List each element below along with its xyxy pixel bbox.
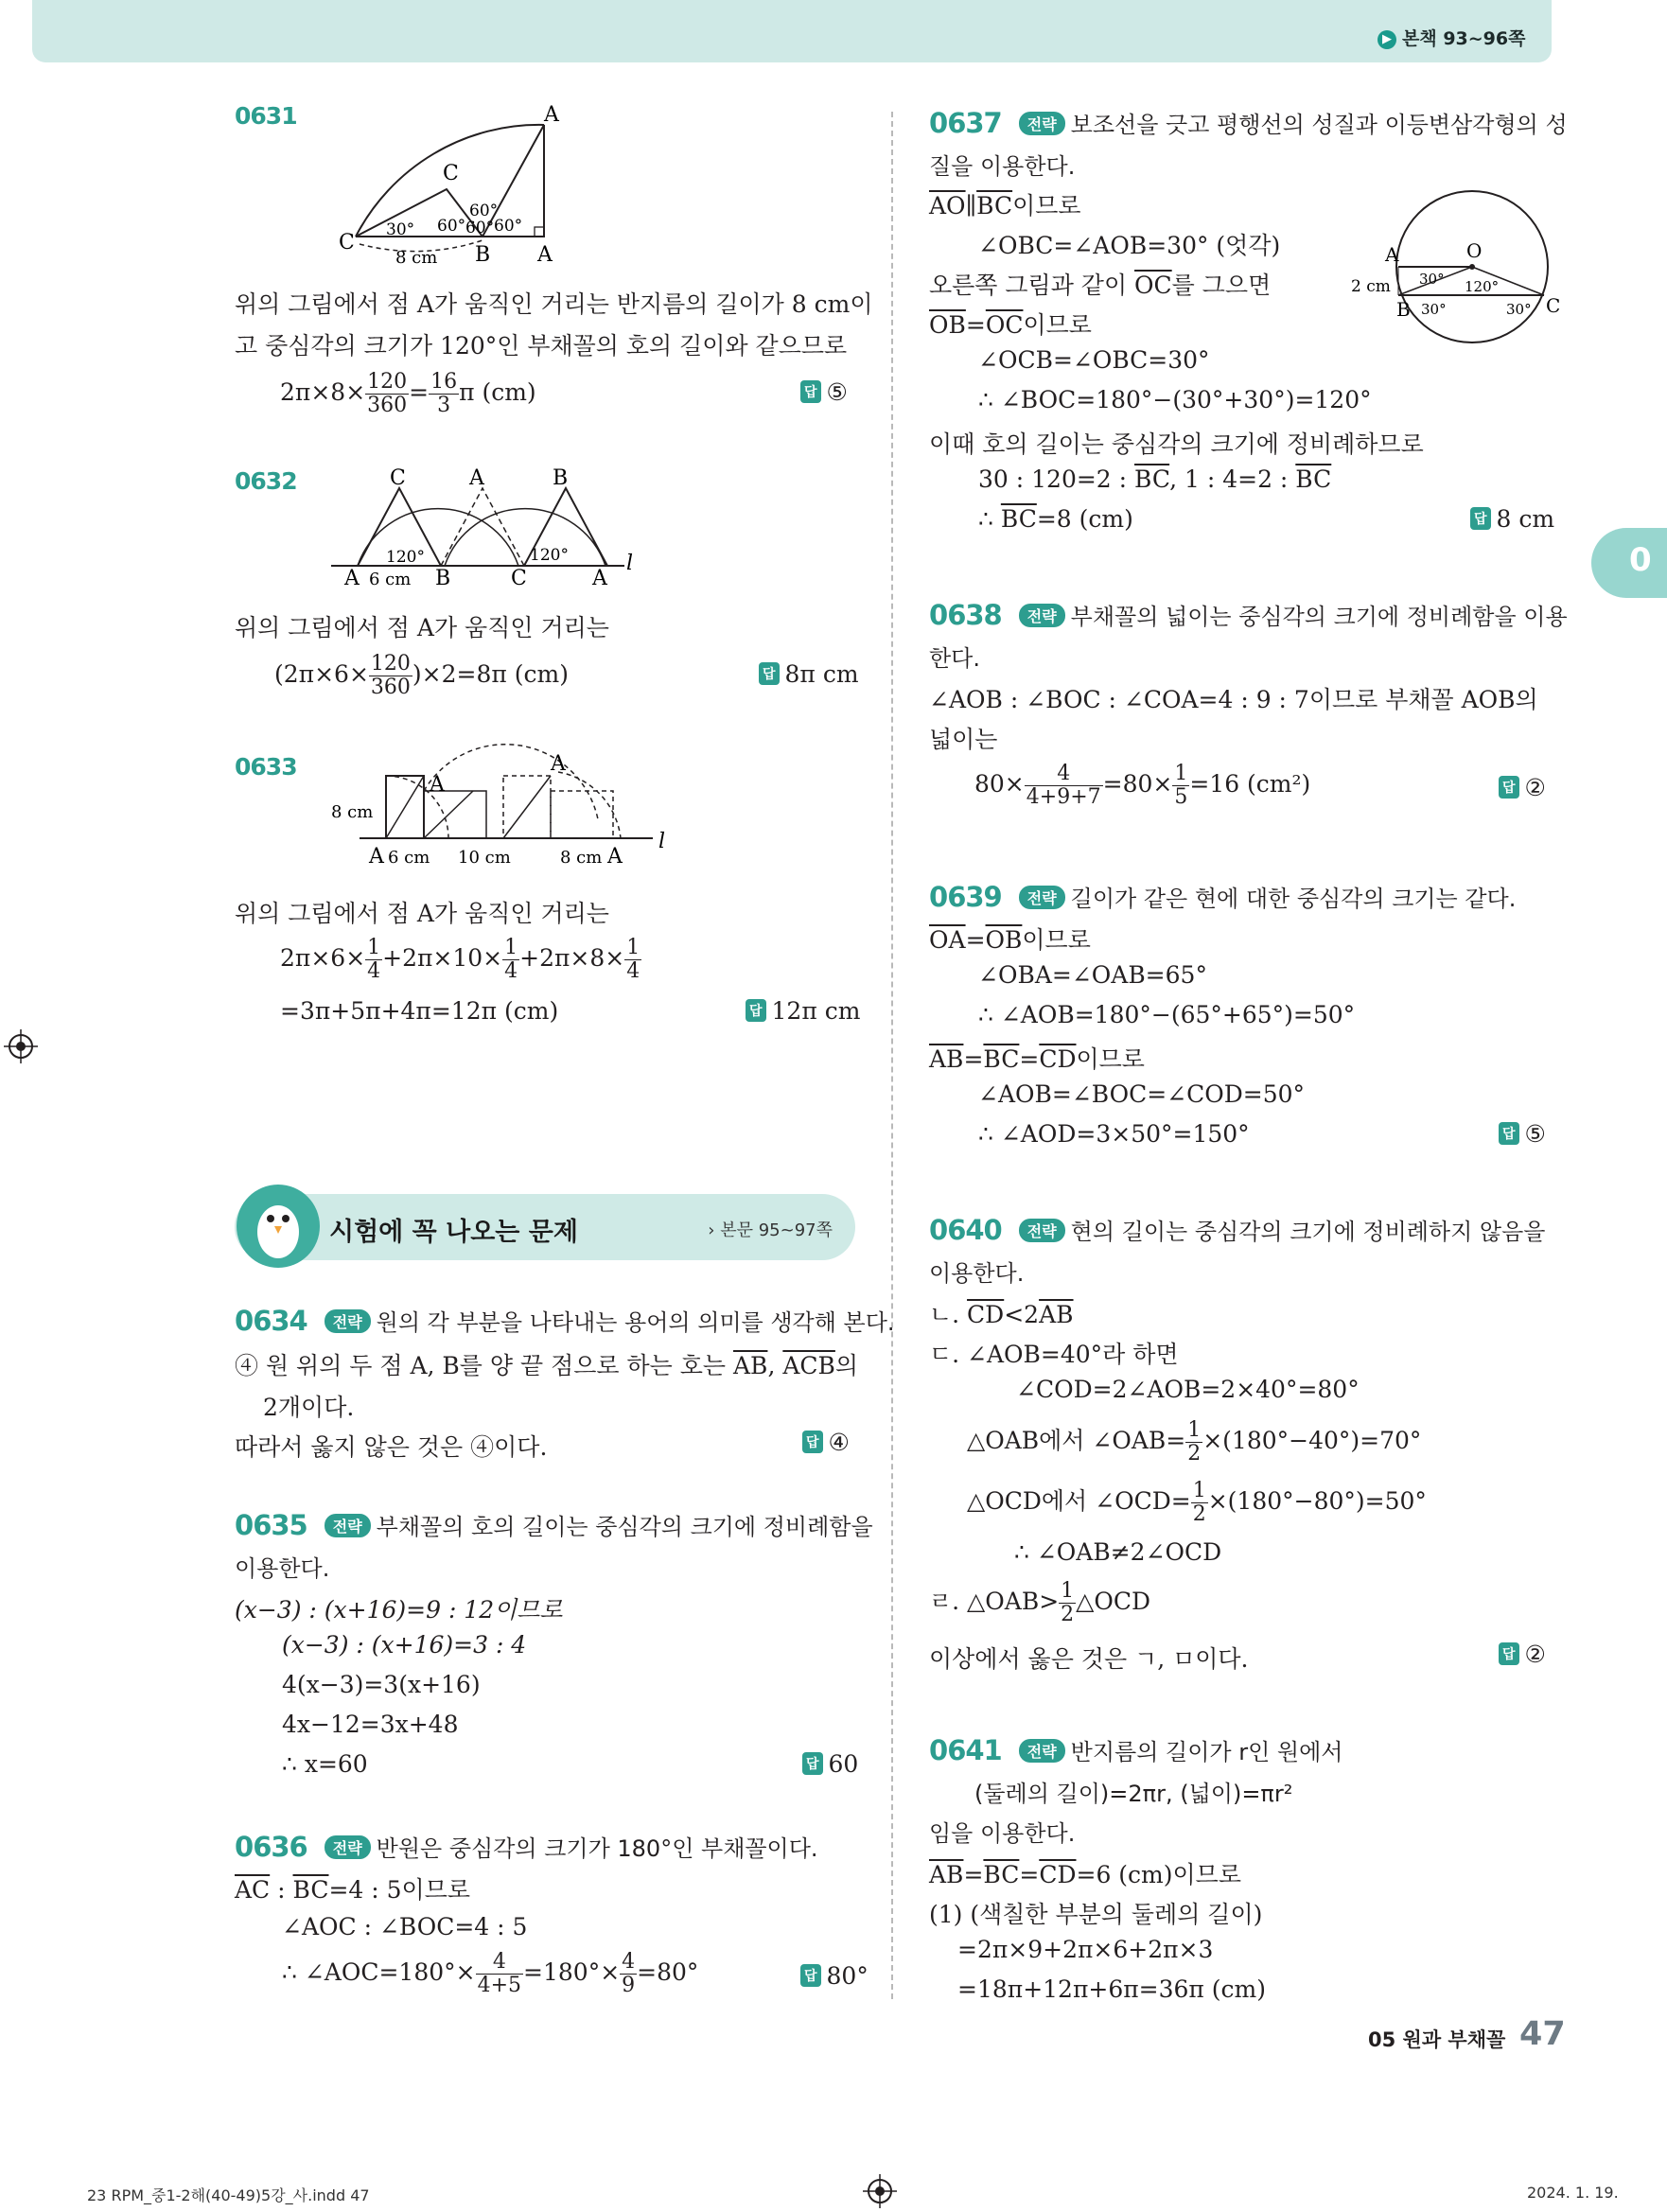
chapter-side-tab bbox=[1591, 528, 1667, 598]
length-2cm: 2 cm bbox=[1351, 277, 1391, 296]
angle-60-d: 60° bbox=[465, 219, 495, 237]
label-A-left: C bbox=[339, 231, 355, 255]
answer-0636: 답 80° bbox=[800, 1962, 869, 1990]
angle-30-b: 30° bbox=[1421, 301, 1447, 318]
strategy-tag: 전략 bbox=[325, 1514, 371, 1537]
label-A: A bbox=[1385, 243, 1399, 266]
label-A-4: A bbox=[607, 845, 623, 869]
angle-30-c: 30° bbox=[1506, 301, 1532, 318]
page-number: 47 bbox=[1519, 2015, 1566, 2053]
text-line: ∠AOB : ∠BOC : ∠COA=4 : 9 : 7이므로 부채꼴 AOB의 bbox=[929, 686, 1538, 713]
angle-30-a: 30° bbox=[1419, 271, 1445, 288]
page-reference-text: 본책 93~96쪽 bbox=[1402, 28, 1526, 49]
label-B: B bbox=[1396, 298, 1411, 321]
label-C: C bbox=[1546, 294, 1561, 317]
text-line: 임을 이용한다. bbox=[929, 1820, 1076, 1847]
text-line: 이때 호의 길이는 중심각의 크기에 정비례하므로 bbox=[929, 430, 1424, 458]
angle-120-b: 120° bbox=[530, 546, 569, 565]
answer-0635: 답 60 bbox=[802, 1750, 858, 1778]
banner-title: 시험에 꼭 나오는 문제 bbox=[329, 1218, 578, 1247]
angle-120-a: 120° bbox=[386, 548, 425, 567]
label-C: C bbox=[443, 162, 459, 185]
text-line: 이용한다. bbox=[235, 1555, 330, 1582]
text-line: 한다. bbox=[929, 645, 980, 672]
label-C-right: A bbox=[537, 243, 553, 267]
strategy-tag: 전략 bbox=[1019, 886, 1065, 909]
label-C-bottom: C bbox=[511, 567, 527, 590]
text-line: ∴ ∠BOC=180°−(30°+30°)=120° bbox=[978, 386, 1372, 413]
text-line: 질을 이용한다. bbox=[929, 153, 1076, 180]
answer-0640: 답 ② bbox=[1499, 1641, 1546, 1668]
formula-0631: 2π×8× $\frac{120}{360}$ = $\frac{16}{3}$ π (cm) bbox=[280, 370, 536, 417]
text-line: ㄴ. $\overline{CD}<2\overline{AB}$ bbox=[929, 1301, 1074, 1328]
problem-0635-header: 0635 전략 부채꼴의 호의 길이는 중심각의 크기에 정비례함을 bbox=[235, 1509, 873, 1541]
problem-0641-header: 0641 전략 반지름의 길이가 r인 원에서 bbox=[929, 1734, 1343, 1766]
text-line: ∠OBC=∠AOB=30° (엇각) bbox=[978, 232, 1281, 259]
formula-0636: ∴ ∠AOC=180°× $\frac{4}{4+5}$ =180°× $\frac{4}{9}$ =80° bbox=[282, 1950, 699, 1997]
angle-60-b: 60° bbox=[469, 202, 499, 220]
label-C: C bbox=[390, 466, 406, 490]
text-line: ∠OBA=∠OAB=65° bbox=[978, 961, 1207, 989]
text-line: (x−3) : (x+16)=9 : 12이므로 bbox=[235, 1596, 563, 1624]
strategy-tag: 전략 bbox=[1019, 1739, 1065, 1763]
label-l: l bbox=[626, 552, 634, 575]
text-line: =2π×9+2π×6+2π×3 bbox=[957, 1936, 1214, 1963]
text-line: ∴ $\overline{BC}=8$ (cm) bbox=[978, 505, 1133, 533]
problem-0637-header: 0637 전략 보조선을 긋고 평행선의 성질과 이등변삼각형의 성 bbox=[929, 107, 1568, 139]
text-line: 2개이다. bbox=[263, 1394, 355, 1421]
problem-number-0632: 0632 bbox=[235, 467, 297, 495]
length-6cm: 6 cm bbox=[369, 570, 412, 589]
print-slug-left: 23 RPM_중1-2해(40-49)5강_사.indd 47 bbox=[87, 2186, 370, 2204]
text-line: ㄹ. △OAB> $\frac{1}{2}$ △OCD bbox=[929, 1579, 1151, 1626]
length-10cm: 10 cm bbox=[458, 848, 511, 868]
problem-0640-header: 0640 전략 현의 길이는 중심각의 크기에 정비례하지 않음을 bbox=[929, 1214, 1546, 1246]
label-A-1: A bbox=[430, 773, 445, 797]
length-8cm: 8 cm bbox=[395, 248, 438, 268]
answer-0637: 답 8 cm bbox=[1470, 505, 1554, 533]
length-8cm: 8 cm bbox=[560, 848, 603, 868]
strategy-tag: 전략 bbox=[325, 1835, 371, 1859]
answer-0634: 답 ④ bbox=[802, 1429, 850, 1456]
text-line: 따라서 옳지 않은 것은 ④이다. bbox=[235, 1433, 548, 1461]
text-line: ∴ x=60 bbox=[282, 1750, 368, 1778]
text-line: ∠AOB=∠BOC=∠COD=50° bbox=[978, 1080, 1306, 1108]
text-line: ㄷ. ∠AOB=40°라 하면 bbox=[929, 1341, 1179, 1368]
registration-mark-icon bbox=[863, 2174, 897, 2208]
registration-mark-icon bbox=[4, 1029, 38, 1063]
text-line: $\overline{AC}$ : $\overline{BC}=4$ : 5이므로 bbox=[235, 1876, 471, 1904]
label-O: O bbox=[1466, 239, 1483, 262]
mascot-icon bbox=[233, 1181, 327, 1272]
label-A-2: A bbox=[551, 752, 566, 776]
figure-0631 bbox=[331, 104, 615, 270]
label-A-3: A bbox=[369, 845, 384, 869]
problem-number-0631: 0631 bbox=[235, 102, 297, 130]
figure-0637 bbox=[1343, 185, 1561, 356]
strategy-tag: 전략 bbox=[1019, 112, 1065, 135]
angle-30: 30° bbox=[386, 220, 415, 239]
label-l: l bbox=[658, 830, 666, 853]
text-line: $\overline{OA}=\overline{OB}$이므로 bbox=[929, 926, 1091, 954]
problem-number-0633: 0633 bbox=[235, 753, 297, 781]
strategy-tag: 전략 bbox=[1019, 1219, 1065, 1242]
chevron-right-icon: ▶ bbox=[1377, 30, 1396, 49]
side-tab-label: 0 bbox=[1629, 541, 1652, 579]
text-line: △OAB에서 ∠OAB= $\frac{1}{2}$ ×(180°−40°)=70° bbox=[967, 1418, 1422, 1466]
angle-60-c: 60° bbox=[494, 217, 523, 236]
text-line: $\overline{OB}=\overline{OC}$이므로 bbox=[929, 311, 1092, 339]
problem-0638-header: 0638 전략 부채꼴의 넓이는 중심각의 크기에 정비례함을 이용 bbox=[929, 599, 1568, 631]
label-A-top: A bbox=[544, 103, 559, 127]
chapter-title: 05 원과 부채꼴 bbox=[1368, 2028, 1506, 2051]
text-line: △OCD에서 ∠OCD= $\frac{1}{2}$ ×(180°−80°)=50° bbox=[967, 1479, 1427, 1526]
text-line: 이상에서 옳은 것은 ㄱ, ㅁ이다. bbox=[929, 1645, 1249, 1673]
formula-0638: 80× $\frac{4}{4+9+7}$ =80× $\frac{1}{5}$ =16 (cm²) bbox=[974, 762, 1311, 809]
figure-0632 bbox=[331, 467, 643, 590]
label-A-left: A bbox=[344, 567, 360, 590]
text-line: ∴ ∠OAB≠2∠OCD bbox=[1014, 1538, 1222, 1566]
text-line: 이용한다. bbox=[929, 1260, 1025, 1287]
label-B: B bbox=[435, 567, 451, 590]
length-6cm: 6 cm bbox=[388, 848, 430, 868]
angle-120: 120° bbox=[1465, 278, 1500, 295]
length-8cm-height: 8 cm bbox=[331, 802, 374, 822]
text-line: 고 중심각의 크기가 120°인 부채꼴의 호의 길이와 같으므로 bbox=[235, 332, 848, 360]
answer-0631: 답 ⑤ bbox=[800, 378, 848, 406]
answer-0632: 답 8π cm bbox=[759, 660, 859, 688]
problem-0634-header: 0634 전략 원의 각 부분을 나타내는 용어의 의미를 생각해 본다. bbox=[235, 1305, 895, 1337]
text-line: ④ 원 위의 두 점 A, B를 양 끝 점으로 하는 호는 $\overline{AB}$, $\overline{ACB}$의 bbox=[235, 1352, 859, 1379]
formula-0633-a: 2π×6× $\frac{1}{4}$ +2π×10× $\frac{1}{4}$ +2π×8× $\frac{1}{4}$ bbox=[280, 936, 640, 983]
text-line: ∠COD=2∠AOB=2×40°=80° bbox=[1016, 1376, 1360, 1403]
text-line: 위의 그림에서 점 A가 움직인 거리는 bbox=[235, 614, 609, 641]
text-line: 위의 그림에서 점 A가 움직인 거리는 bbox=[235, 900, 609, 927]
print-slug-right: 2024. 1. 19. bbox=[1527, 2184, 1619, 2202]
text-line: 30 : 120=2 : $\overline{BC}$, 1 : 4=2 : $\overline{BC}$ bbox=[978, 465, 1332, 493]
text-line: ∴ ∠AOB=180°−(65°+65°)=50° bbox=[978, 1001, 1356, 1028]
text-line: 위의 그림에서 점 A가 움직인 거리는 반지름의 길이가 8 cm이 bbox=[235, 290, 873, 318]
text-line: 넓이는 bbox=[929, 726, 998, 753]
label-B: B bbox=[475, 243, 491, 267]
problem-0636-header: 0636 전략 반원은 중심각의 크기가 180°인 부채꼴이다. bbox=[235, 1831, 818, 1863]
strategy-tag: 전략 bbox=[1019, 604, 1065, 627]
figure-0633 bbox=[331, 753, 681, 876]
text-line: 4(x−3)=3(x+16) bbox=[282, 1671, 481, 1698]
formula-0632: (2π×6× $\frac{120}{360}$ )×2=8π (cm) bbox=[274, 652, 569, 699]
text-line: (x−3) : (x+16)=3 : 4 bbox=[282, 1631, 527, 1659]
banner-ref: › 본문 95~97쪽 bbox=[708, 1220, 833, 1240]
strategy-tag: 전략 bbox=[325, 1309, 371, 1333]
text-line: (둘레의 길이)=2πr, (넓이)=πr² bbox=[974, 1781, 1293, 1807]
label-B-top: B bbox=[553, 466, 569, 490]
text-line: $\overline{AO}\parallel\overline{BC}$이므로 bbox=[929, 192, 1081, 219]
text-line: =18π+12π+6π=36π (cm) bbox=[957, 1975, 1267, 2003]
section-banner bbox=[235, 1194, 855, 1260]
text-line: 4x−12=3x+48 bbox=[282, 1711, 459, 1738]
formula-0633-b: =3π+5π+4π=12π (cm) bbox=[280, 997, 559, 1025]
text-line: ∠AOC : ∠BOC=4 : 5 bbox=[282, 1913, 528, 1940]
answer-0638: 답 ② bbox=[1499, 774, 1546, 801]
label-A-mid: A bbox=[469, 466, 484, 490]
angle-60-a: 60° bbox=[437, 217, 466, 236]
answer-0639: 답 ⑤ bbox=[1499, 1120, 1546, 1148]
text-line: $\overline{AB}=\overline{BC}=\overline{CD}=6$ (cm)이므로 bbox=[929, 1861, 1241, 1888]
text-line: 오른쪽 그림과 같이 $\overline{OC}$를 그으면 bbox=[929, 272, 1272, 299]
text-line: ∠OCB=∠OBC=30° bbox=[978, 346, 1210, 374]
answer-0633: 답 12π cm bbox=[746, 997, 860, 1025]
text-line: $\overline{AB}=\overline{BC}=\overline{CD}$이므로 bbox=[929, 1045, 1145, 1073]
problem-0639-header: 0639 전략 길이가 같은 현에 대한 중심각의 크기는 같다. bbox=[929, 881, 1517, 913]
column-divider bbox=[891, 112, 893, 1999]
text-line: ∴ ∠AOD=3×50°=150° bbox=[978, 1120, 1250, 1148]
header-bar bbox=[32, 0, 1552, 62]
text-line: (1) (색칠한 부분의 둘레의 길이) bbox=[929, 1901, 1263, 1928]
page-reference bbox=[1377, 25, 1525, 50]
label-A-right: A bbox=[592, 567, 607, 590]
